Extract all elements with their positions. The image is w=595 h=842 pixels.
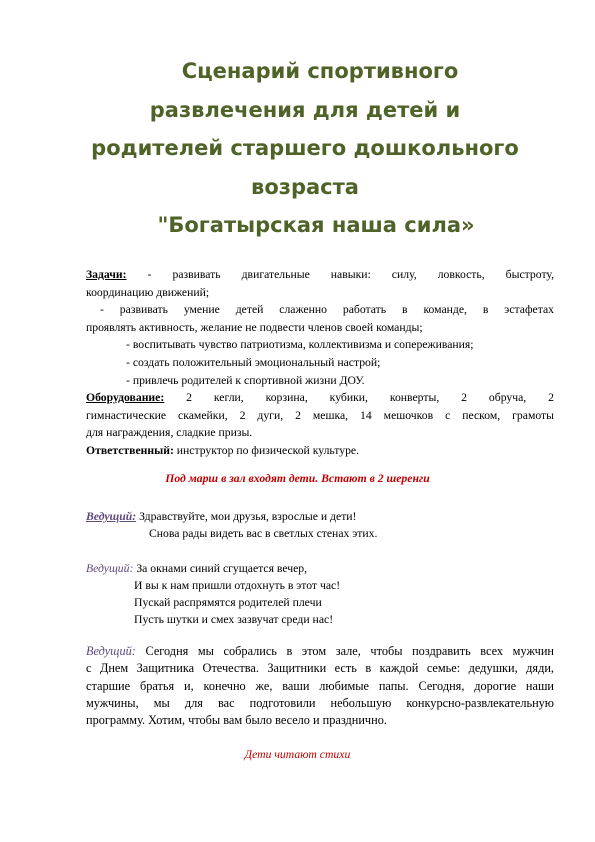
speaker-label: Ведущий: [86, 510, 137, 523]
title-line-1: Сценарий спортивного [181, 59, 459, 83]
verse-2-line-2: И вы к нам пришли отдохнуть в этот час! [134, 579, 341, 592]
host-paragraph [86, 643, 554, 729]
tasks-section [86, 266, 554, 460]
tasks-line-1 [86, 266, 554, 284]
verse-2-line-1 [86, 560, 340, 577]
tasks-text-1: - развивать двигательные навыки: силу, ловкость, быстроту, [126, 268, 554, 281]
equipment-line-1 [86, 389, 554, 407]
verse-2-line-4: Пусть шутки и смех зазвучат среди нас! [134, 613, 334, 626]
responsible-text: инструктор по физической культуре. [173, 443, 360, 457]
responsible-label: Ответственный: [86, 443, 174, 457]
para-line-4: мужчины, мы для вас подготовили небольшую конкурсно-развлекательную [86, 695, 554, 710]
verse-2-text-1: За окнами синий сгущается вечер, [133, 562, 308, 575]
para-line-5: программу. Хотим, чтобы вам было весело и празднично. [86, 713, 387, 728]
equipment-line-3: для награждения, сладкие призы. [86, 426, 253, 440]
speaker-label: Ведущий: [86, 562, 134, 575]
equipment-line-2: гимнастические скамейки, 2 дуги, 2 мешка, 14 мешочков с песком, грамоты [86, 408, 554, 422]
tasks-line-6: - создать положительный эмоциональный настрой; [126, 355, 381, 369]
stage-direction-1: Под марш в зал входят дети. Встают в 2 шеренги [165, 472, 430, 485]
tasks-line-2: координацию движений; [86, 285, 210, 299]
tasks-label: Задачи: [86, 268, 127, 281]
verse-1 [86, 508, 377, 542]
title-line-2: развлечения для детей и [149, 97, 461, 122]
responsible-line [86, 442, 554, 460]
verse-1-text-1: Здравствуйте, мои друзья, взрослые и дети! [136, 510, 357, 523]
document-title [80, 52, 530, 245]
title-line-5: "Богатырская наша сила» [157, 213, 475, 237]
tasks-line-4: проявлять активность, желание не подвести членов своей команды; [86, 320, 423, 334]
verse-1-line-2: Снова рады видеть вас в светлых стенах этих. [149, 527, 378, 540]
para-line-1 [86, 643, 554, 660]
equipment-label: Оборудование: [86, 391, 165, 405]
title-line-4: возраста [251, 174, 359, 199]
verse-2 [86, 560, 340, 628]
title-line-3: родителей старшего дошкольного [91, 136, 519, 160]
speaker-label: Ведущий: [86, 644, 136, 658]
tasks-line-5: - воспитывать чувство патриотизма, коллективизма и сопереживания; [126, 338, 474, 352]
verse-2-line-3: Пускай распрямятся родителей плечи [134, 596, 322, 609]
equipment-text-1: 2 кегли, корзина, кубики, конверты, 2 обруча, 2 [164, 391, 554, 405]
stage-direction-2: Дети читают стихи [244, 748, 351, 761]
para-line-2: с Днем Защитника Отечества. Защитники есть в каждой семье: дедушки, дяди, [86, 661, 554, 676]
tasks-line-7: - привлечь родителей к спортивной жизни ДОУ. [126, 373, 365, 387]
verse-1-line-1 [86, 508, 377, 525]
para-text-1: Сегодня мы собрались в этом зале, чтобы поздравить всех мужчин [135, 644, 554, 658]
tasks-line-3: - развивать умение детей слаженно работать в команде, в эстафетах [100, 303, 554, 317]
para-line-3: старшие братья и, конечно же, ваши любимые папы. Сегодня, дорогие наши [86, 678, 554, 693]
